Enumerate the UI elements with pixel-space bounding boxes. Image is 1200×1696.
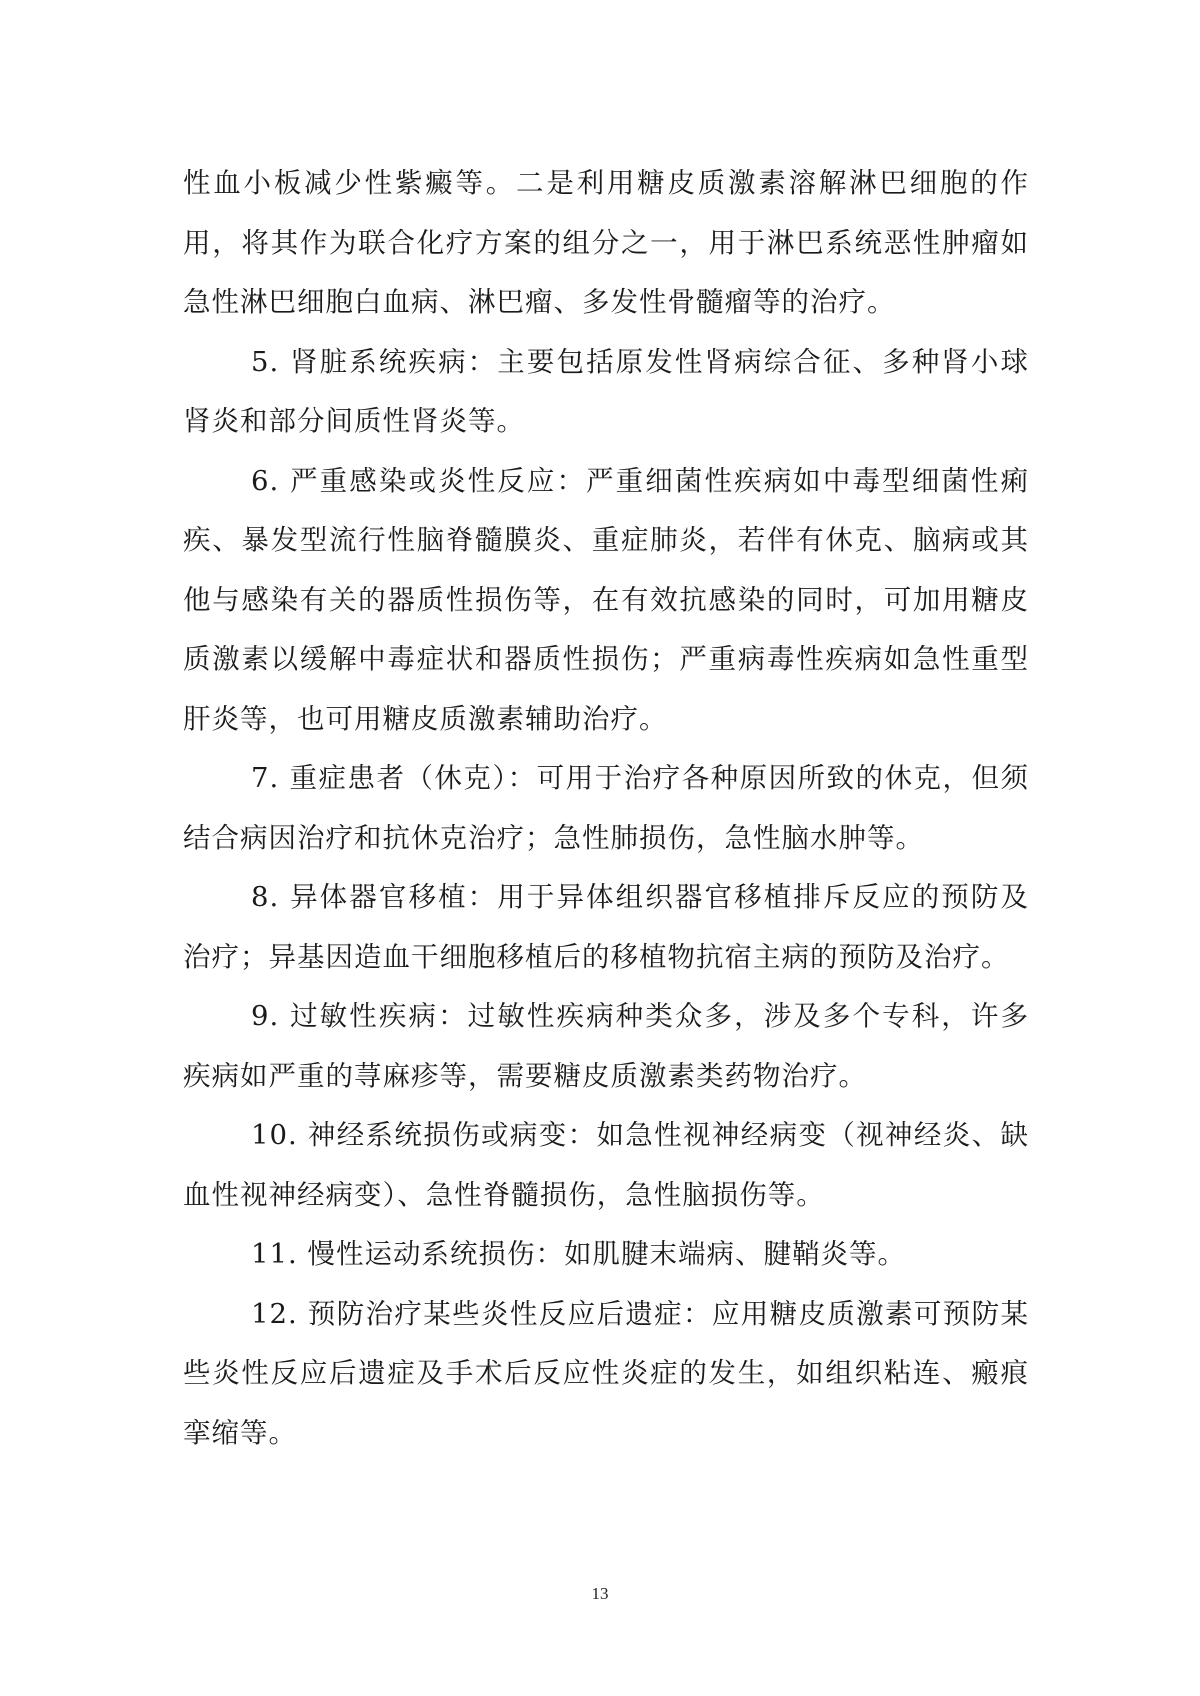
paragraph-item-10: 10. 神经系统损伤或病变：如急性视神经病变（视神经炎、缺血性视神经病变）、急性脊髓损伤，急性脑损伤等。 [183, 1119, 1029, 1211]
paragraph-continuation: 性血小板减少性紫癜等。二是利用糖皮质激素溶解淋巴细胞的作用，将其作为联合化疗方案的组分之一，用于淋巴系统恶性肿瘤如急性淋巴细胞白血病、淋巴瘤、多发性骨髓瘤等的治疗。 [183, 167, 1029, 318]
paragraph-item-6: 6. 严重感染或炎性反应：严重细菌性疾病如中毒型细菌性痢疾、暴发型流行性脑脊髓膜炎、重症肺炎，若伴有休克、脑病或其他与感染有关的器质性损伤等，在有效抗感染的同时，可加用糖皮质激素以缓解中毒症状和器质性损伤；严重病毒性疾病如急性重型肝炎等，也可用糖皮质激素辅助治疗。 [183, 464, 1029, 735]
paragraph-item-8: 8. 异体器官移植：用于异体组织器官移植排斥反应的预防及治疗；异基因造血干细胞移植后的移植物抗宿主病的预防及治疗。 [183, 881, 1029, 973]
document-body [183, 154, 1029, 1463]
paragraph-item-12: 12. 预防治疗某些炎性反应后遗症：应用糖皮质激素可预防某些炎性反应后遗症及手术后反应性炎症的发生，如组织粘连、瘢痕挛缩等。 [183, 1297, 1029, 1449]
paragraph-item-7: 7. 重症患者（休克）：可用于治疗各种原因所致的休克，但须结合病因治疗和抗休克治疗；急性肺损伤，急性脑水肿等。 [183, 762, 1029, 854]
paragraph-item-11: 11. 慢性运动系统损伤：如肌腱末端病、腱鞘炎等。 [251, 1238, 906, 1270]
paragraph-item-9: 9. 过敏性疾病：过敏性疾病种类众多，涉及多个专科，许多疾病如严重的荨麻疹等，需要糖皮质激素类药物治疗。 [183, 1000, 1029, 1092]
paragraph-item-5: 5. 肾脏系统疾病：主要包括原发性肾病综合征、多种肾小球肾炎和部分间质性肾炎等。 [183, 345, 1029, 437]
page-number: 13 [591, 1584, 609, 1603]
